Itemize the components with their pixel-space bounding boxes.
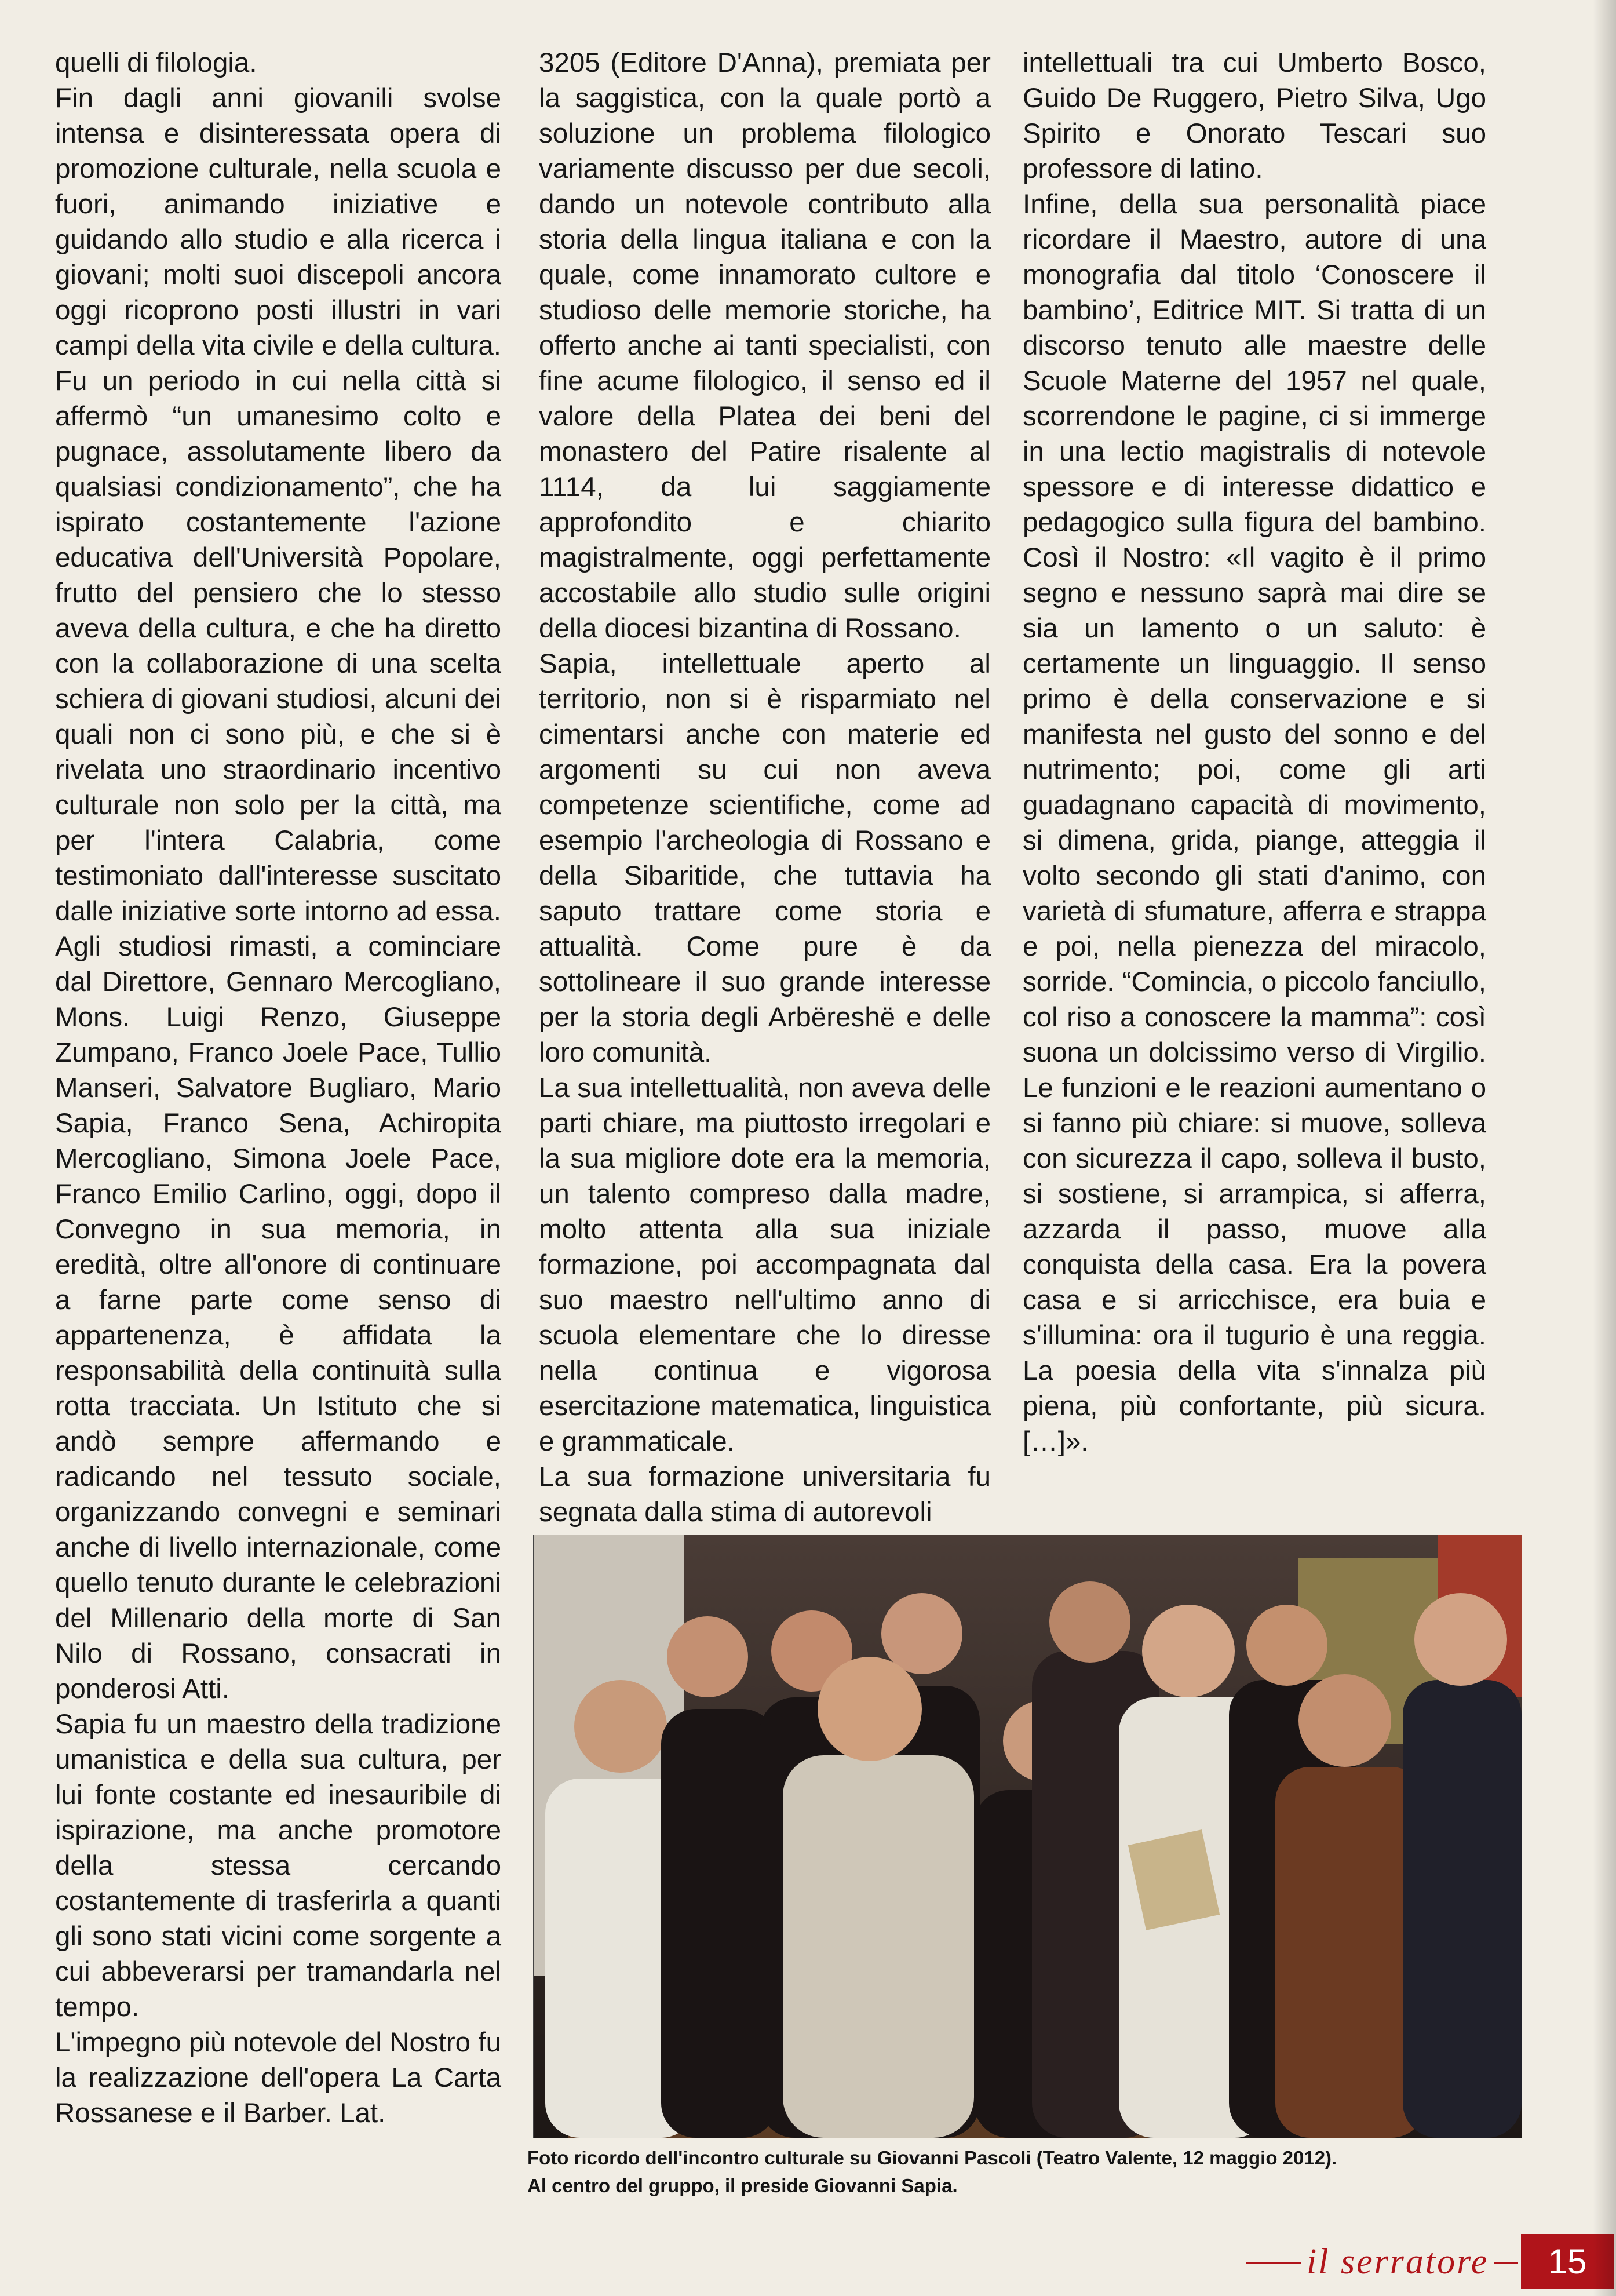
article-column-3 bbox=[1023, 45, 1486, 1459]
paragraph: Infine, della sua personalità piace ricordare il Maestro, autore di una monografia dal titolo ‘Conoscere il bambino’, Editrice MIT. Si tratta di un discorso tenuto alle maestre delle Scuole Materne del 1957 nel quale, scorrendone le pagine, ci si immerge in una lectio magistralis di notevole spessore e di interesse didattico e pedagogico sulla figura del bambino. Così il Nostro: «Il vagito è il primo segno e nessuno saprà mai dire se sia un lamento o un saluto: è certamente un linguaggio. Il senso primo è della conservazione e si manifesta nel gusto del sonno e del nutrimento; poi, come gli arti guadagnano capacità di movimento, si dimena, grida, piange, atteggia il volto secondo gli stati d'animo, con varietà di sfumature, afferra e strappa e poi, nella pienezza del miracolo, sorride. “Comincia, o piccolo fanciullo, col riso a conoscere la mamma”: così suona un dolcissimo verso di Virgilio. Le funzioni e le reazioni aumentano o si fanno più chiare: si muove, solleva con sicurezza il capo, solleva il busto, si sostiene, si arrampica, si afferra, azzarda il passo, muove alla conquista della casa. Era la povera casa e si arricchisce, era buia e s'illumina: ora il tugurio è una reggia. La poesia della vita s'innalza più piena, più confortante, più sicura. […]». bbox=[1023, 189, 1486, 1457]
paragraph: La sua intellettualità, non aveva delle parti chiare, ma piuttosto irregolari e la sua migliore dote era la memoria, un talento compreso dalla madre, molto attenta alla sua iniziale formazione, poi accompagnata dal suo maestro nell'ultimo anno di scuola elementare che lo diresse nella continua e vigorosa esercitazione matematica, linguistica e grammaticale. bbox=[539, 1073, 991, 1457]
paragraph: intellettuali tra cui Umberto Bosco, Guido De Ruggero, Pietro Silva, Ugo Spirito e Onorato Tescari suo professore di latino. bbox=[1023, 48, 1486, 184]
article-column-1 bbox=[55, 45, 501, 2131]
article-column-2 bbox=[539, 45, 991, 1530]
caption-line: Foto ricordo dell'incontro culturale su Giovanni Pascoli (Teatro Valente, 12 maggio 2012). bbox=[527, 2147, 1337, 2169]
page-edge-shadow bbox=[1593, 0, 1616, 2296]
paragraph: 3205 (Editore D'Anna), premiata per la saggistica, con la quale portò a soluzione un problema filologico variamente discusso per due secoli, dando un notevole contributo alla storia della lingua italiana e con la quale, come innamorato cultore e studioso delle memorie storiche, ha offerto anche ai tanti specialisti, con fine acume filologico, il senso ed il valore della Platea dei beni del monastero del Patire risalente al 1114, da lui saggiamente approfondito e chiarito magistralmente, oggi perfettamente accostabile allo studio sulle origini della diocesi bizantina di Rossano. bbox=[539, 48, 991, 644]
paragraph: Fin dagli anni giovanili svolse intensa e disinteressata opera di promozione culturale, nella scuola e fuori, animando iniziative e guidando allo studio e alla ricerca i giovani; molti suoi discepoli ancora oggi ricoprono posti illustri in vari campi della vita civile e della cultura. Fu un periodo in cui nella città si affermò “un umanesimo colto e pugnace, assolutamente libero da qualsiasi condizionamento”, che ha ispirato costantemente l'azione educativa dell'Università Popolare, frutto del pensiero che lo stesso aveva della cultura, e che ha diretto con la collaborazione di una scelta schiera di giovani studiosi, alcuni dei quali non ci sono più, e che si è rivelata uno straordinario incentivo culturale non solo per la città, ma per l'intera Calabria, come testimoniato dall'interesse suscitato dalle iniziative sorte intorno ad essa. Agli studiosi rimasti, a cominciare dal Direttore, Gennaro Mercogliano, Mons. Luigi Renzo, Giuseppe Zumpano, Franco Joele Pace, Tullio Manseri, Salvatore Bugliaro, Mario Sapia, Franco Sena, Achiropita Mercogliano, Simona Joele Pace, Franco Emilio Carlino, oggi, dopo il Convegno in sua memoria, in eredità, oltre all'onore di continuare a farne parte come senso di appartenenza, è affidata la responsabilità della continuità sulla rotta tracciata. Un Istituto che si andò sempre affermando e radicando nel tessuto sociale, organizzando convegni e seminari anche di livello internazionale, come quello tenuto durante le celebrazioni del Millenario della morte di San Nilo di Rossano, consacrati in ponderosi Atti. bbox=[55, 83, 501, 1704]
paragraph: Sapia fu un maestro della tradizione umanistica e della sua cultura, per lui fonte costante ed inesauribile di ispirazione, ma anche promotore della stessa cercando costantemente di trasferirla a quanti gli sono stati vicini come sorgente a cui abbeverarsi per tramandarla nel tempo. bbox=[55, 1709, 501, 2022]
page-number-label: 15 bbox=[1548, 2242, 1587, 2281]
caption-line: Al centro del gruppo, il preside Giovanni Sapia. bbox=[527, 2175, 958, 2196]
paragraph: Sapia, intellettuale aperto al territorio, non si è risparmiato nel cimentarsi anche con materie ed argomenti su cui non aveva competenze scientifiche, come ad esempio l'archeologia di Rossano e della Sibaritide, che tuttavia ha saputo trattare come storia e attualità. Come pure è da sottolineare il suo grande interesse per la storia degli Arbëreshë e delle loro comunità. bbox=[539, 648, 991, 1068]
photo-caption bbox=[527, 2144, 1547, 2200]
magazine-name: il serratore bbox=[1301, 2242, 1494, 2283]
paragraph: L'impegno più notevole del Nostro fu la realizzazione dell'opera La Carta Rossanese e il Barber. Lat. bbox=[55, 2027, 501, 2129]
paragraph: La sua formazione universitaria fu segnata dalla stima di autorevoli bbox=[539, 1462, 991, 1528]
group-photo bbox=[533, 1535, 1522, 2138]
paragraph: quelli di filologia. bbox=[55, 48, 257, 78]
